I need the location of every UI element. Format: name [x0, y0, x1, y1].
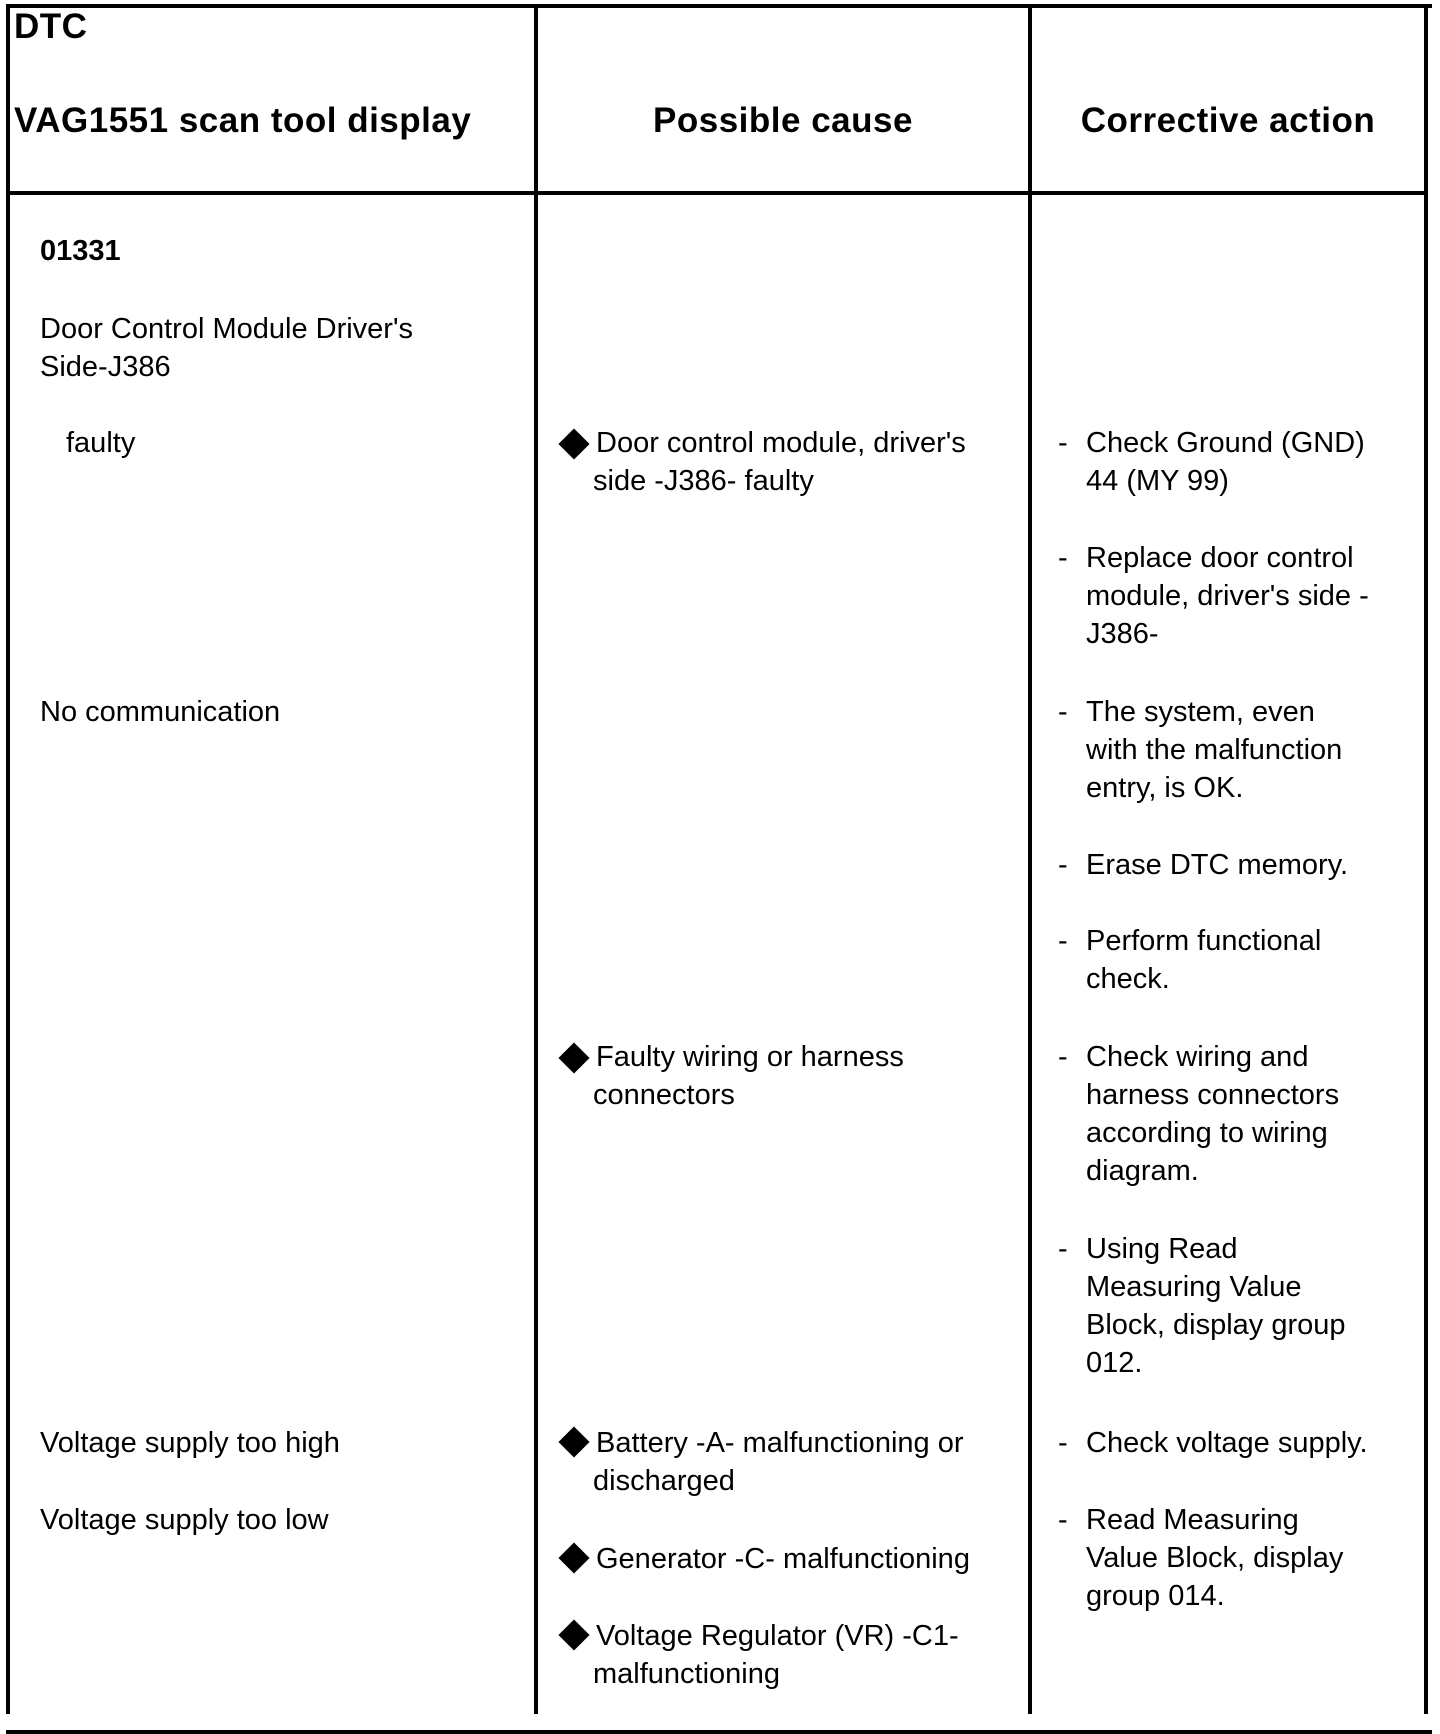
symptom-no-communication: No communication: [40, 696, 281, 728]
table-border-left: [6, 4, 10, 1714]
bullet-diamond-icon: [558, 1426, 589, 1457]
action-check-ground-line1: Check Ground (GND): [1086, 427, 1365, 459]
action-check-voltage: Check voltage supply.: [1086, 1427, 1368, 1459]
action-dash: -: [1058, 1233, 1068, 1265]
action-system-ok-line1: The system, even: [1086, 696, 1315, 728]
cause-wiring-line2: connectors: [593, 1079, 735, 1111]
bullet-diamond-icon: [558, 1042, 589, 1073]
symptom-voltage-too-high: Voltage supply too high: [40, 1427, 340, 1459]
action-functional-check-line2: check.: [1086, 963, 1170, 995]
action-replace-module-line2: module, driver's side -: [1086, 580, 1369, 612]
bullet-diamond-icon: [558, 428, 589, 459]
cause-regulator-line2: malfunctioning: [593, 1658, 780, 1690]
action-check-wiring-line3: according to wiring: [1086, 1117, 1328, 1149]
cause-regulator-line1: Voltage Regulator (VR) -C1-: [596, 1620, 959, 1652]
action-check-wiring-line4: diagram.: [1086, 1155, 1199, 1187]
cause-generator: Generator -C- malfunctioning: [596, 1543, 970, 1575]
symptom-faulty: faulty: [66, 427, 136, 459]
column-divider-1: [534, 4, 538, 1714]
action-dash: -: [1058, 1041, 1068, 1073]
action-check-wiring-line1: Check wiring and: [1086, 1041, 1309, 1073]
action-read-block-012-line4: 012.: [1086, 1347, 1143, 1379]
action-dash: -: [1058, 427, 1068, 459]
table-border-right: [1424, 4, 1428, 1714]
cause-door-module-line1: Door control module, driver's: [596, 427, 966, 459]
header-corrective-action: Corrective action: [1080, 101, 1376, 140]
bullet-diamond-icon: [558, 1619, 589, 1650]
action-check-wiring-line2: harness connectors: [1086, 1079, 1340, 1111]
action-read-block-012-line2: Measuring Value: [1086, 1271, 1302, 1303]
dtc-code: 01331: [40, 235, 121, 267]
action-read-block-012-line1: Using Read: [1086, 1233, 1238, 1265]
action-dash: -: [1058, 1427, 1068, 1459]
cause-door-module-line2: side -J386- faulty: [593, 465, 814, 497]
header-scan-tool-display: VAG1551 scan tool display: [14, 101, 472, 140]
header-divider: [6, 191, 1428, 195]
cause-battery-line1: Battery -A- malfunctioning or: [596, 1427, 964, 1459]
action-functional-check-line1: Perform functional: [1086, 925, 1322, 957]
bullet-diamond-icon: [558, 1542, 589, 1573]
action-dash: -: [1058, 542, 1068, 574]
column-divider-2: [1028, 4, 1032, 1714]
action-read-block-014-line2: Value Block, display: [1086, 1542, 1344, 1574]
action-read-block-012-line3: Block, display group: [1086, 1309, 1346, 1341]
header-possible-cause: Possible cause: [653, 101, 913, 140]
cause-battery-line2: discharged: [593, 1465, 735, 1497]
table-border-bottom: [6, 1730, 1432, 1734]
action-check-ground-line2: 44 (MY 99): [1086, 465, 1229, 497]
action-read-block-014-line1: Read Measuring: [1086, 1504, 1299, 1536]
table-border-top: [6, 4, 1432, 8]
dtc-name-line2: Side-J386: [40, 351, 171, 383]
action-dash: -: [1058, 849, 1068, 881]
action-replace-module-line3: J386-: [1086, 618, 1159, 650]
action-system-ok-line2: with the malfunction: [1086, 734, 1343, 766]
action-dash: -: [1058, 1504, 1068, 1536]
action-dash: -: [1058, 696, 1068, 728]
header-dtc: DTC: [14, 7, 88, 46]
action-dash: -: [1058, 925, 1068, 957]
cause-wiring-line1: Faulty wiring or harness: [596, 1041, 904, 1073]
dtc-name-line1: Door Control Module Driver's: [40, 313, 413, 345]
symptom-voltage-too-low: Voltage supply too low: [40, 1504, 329, 1536]
action-system-ok-line3: entry, is OK.: [1086, 772, 1244, 804]
action-read-block-014-line3: group 014.: [1086, 1580, 1225, 1612]
action-replace-module-line1: Replace door control: [1086, 542, 1354, 574]
action-erase-dtc: Erase DTC memory.: [1086, 849, 1349, 881]
